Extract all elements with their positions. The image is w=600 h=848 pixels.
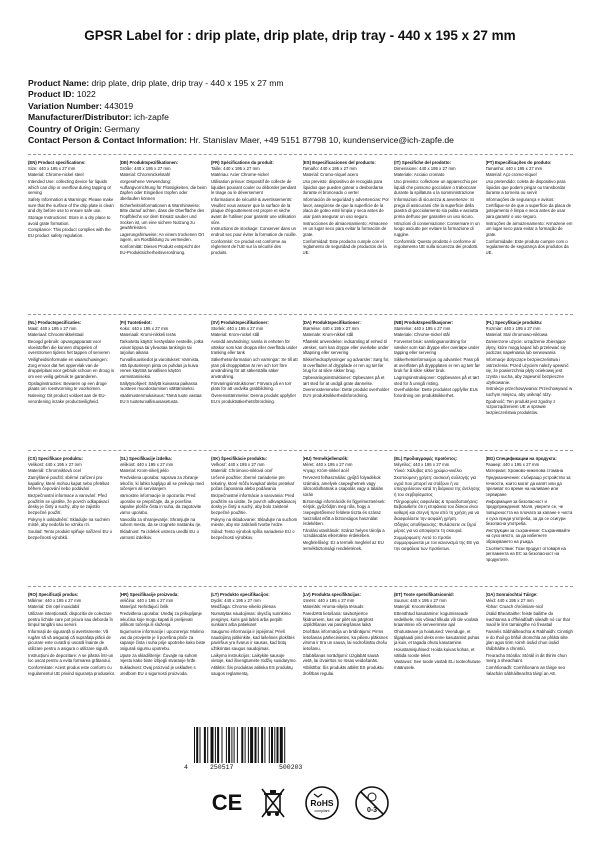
barcode-bar [271, 727, 273, 763]
svg-text:RoHS: RoHS [310, 798, 334, 808]
spec-line: Informazioni di sicurezza & avvertenze: Si prega di assicurarsi che la superficie della piastra di gocciolamento sia pulita e asciutta prima dell'uso per garantire un uso sicuro. [394, 197, 479, 219]
meta-value: drip plate, drip plate, drip tray - 440 x 195 x 27 mm [91, 78, 284, 88]
barcode-bar [264, 727, 265, 763]
barcode-bar [204, 727, 206, 763]
spec-line: Ohutusteave ja hoiatused: Veenduge, et tilgaplaadi pind oleks enne kasutamist puhas ja kuiv, et tagada ohutu kasutamine. [394, 629, 480, 646]
spec-line: Varnostne informacije in opozorila: Pred uporabo se prepričajte, da je površina kapalne plošče čista in suha, da zagotovite varno uporabo. [119, 493, 202, 515]
spec-line: Размер: 440 x 195 x 27 mm [485, 461, 540, 467]
meta-row [28, 124, 583, 135]
spec-line: Izmērs: 440 x 195 x 27 mm [302, 597, 355, 603]
spec-row-3 [28, 456, 573, 581]
spec-line: Opbevaringsinstruktioner: Opbevares på et tørt sted for at undgå grate dannelse. [302, 375, 385, 386]
spec-line: Glabāšanas norādījumi: Uzglabāt sausā vietā, lai izvairītos no rūsas veidošanās. [302, 652, 379, 664]
barcode-bars [194, 727, 334, 763]
spec-line: Forventet bruk: samlingsanordning for væsker som kan dryppe eller overløpe under tapping eller servering [394, 339, 480, 356]
svg-text:0-3: 0-3 [366, 807, 378, 814]
spec-line: Информация за безопасност и предупреждения: Моля, уверете се, че повърхността на плочата за капане е чиста и суха преди употреба, за да се осигури безопасна употреба. [485, 498, 573, 527]
spec-block [486, 592, 574, 718]
spec-block [120, 160, 208, 310]
spec-line: Vastavus: See toode vastab ELi tooteohutuse määrusele. [394, 659, 481, 671]
spec-heading: (EN) Product specifications: [28, 160, 86, 165]
spec-line: Conformidad: Este producto cumple con el reglamento de seguridad de productos de la UE. [302, 238, 387, 255]
barcode-bar [274, 727, 275, 763]
spec-line: Overensstemmelse: Dette produkt overholder EU's produktsikkerhedsforordning. [302, 387, 390, 399]
meta-value: ich-zapfe [134, 112, 169, 123]
spec-line: Förvaringsinstruktioner: Förvara på en torr plats för att undvika grabbildning. [211, 380, 292, 392]
divider [28, 450, 573, 451]
spec-line: Istruzioni di conservazione: Conservare in un luogo asciutto per evitare la formazione di ruggine. [394, 220, 480, 237]
spec-heading: (HR) Specifikacije proizvoda: [119, 592, 179, 597]
barcode-bar [280, 727, 283, 763]
barcode-bar [196, 727, 198, 763]
meta-key: Variation Number: [28, 100, 103, 111]
spec-heading: (FR) Spécifications du produit: [211, 160, 274, 165]
spec-row-4 [28, 592, 573, 718]
meta-value: 1022 [76, 89, 96, 100]
spec-line: Materjal: Kroomnikkelteras [394, 604, 445, 610]
spec-heading: (LT) Produkto specifikacijos: [211, 592, 270, 597]
spec-line: Material: Chrome-nickel steel [28, 172, 84, 178]
spec-heading: (EL) Προδιαγραφές προϊόντος: [394, 456, 458, 461]
spec-line: Rozmiar: 440 x 195 x 27 mm [485, 325, 541, 331]
barcode-bar [269, 727, 270, 763]
svg-text:compliant: compliant [314, 809, 330, 813]
divider [28, 154, 573, 155]
spec-line: Materiaali: Kromi-nikkeli teräs [119, 332, 176, 338]
spec-block [394, 160, 482, 310]
spec-line: Taille: 440 x 195 x 27 mm [211, 165, 260, 171]
spec-line: Υλικό: Χάλυβας από χρώμιο-νικέλιο [394, 468, 462, 474]
spec-heading: (SV) Produktspecifikationer: [211, 320, 269, 325]
spec-line: Instructions de stockage: Conserver dans un endroit sec pour éviter la formation de rouille. [211, 226, 297, 237]
spec-heading: (HU) Termékjellemzők: [302, 456, 349, 461]
spec-line: Koko: 440 x 195 x 27 mm [119, 325, 169, 331]
spec-line: Maat: 440 x 195 x 27 mm [28, 325, 77, 331]
spec-line: Material: Cromo-níquel acero [302, 172, 359, 178]
spec-heading: (ET) Toote spetsifikatsioonid: [394, 592, 455, 597]
meta-key: Manufacturer/Distributor: [28, 112, 132, 123]
spec-block [28, 592, 116, 718]
spec-block [28, 160, 116, 310]
spec-heading: (SL) Specifikacije izdelka: [119, 456, 173, 461]
spec-line: Предназначение: събиращо устройство за течности, които могат да капят или да преливат по време на наливане или сервиране [485, 475, 571, 497]
spec-block [28, 456, 116, 581]
divider [28, 314, 573, 315]
spec-block [303, 456, 391, 581]
spec-line: Størrelse: 440 x 195 x 27 mm [394, 325, 451, 331]
spec-line: Sigurnosne informacije i upozorenja: Molimo vas da provjerite je li površina ploče za kapanje čista i suha prije upotrebe kako biste osigurali sigurnu upotrebu. [119, 629, 206, 651]
barcode-digits-right: 500203 [279, 764, 303, 771]
spec-block [120, 320, 208, 445]
spec-line: Material: Chromnickelstahl [119, 172, 171, 178]
spec-line: Tamanho: 440 x 195 x 27 mm [485, 165, 543, 171]
spec-line: Μέγεθος: 440 x 195 x 27 mm [394, 461, 450, 467]
spec-line: Conformité: Ce produit est conforme au règlement de l'UE sur la sécurité des produits. [211, 238, 287, 255]
barcode-bar [234, 727, 235, 763]
spec-heading: (RO) Specificații produs: [28, 592, 79, 597]
spec-line: Méret: 440 x 195 x 27 mm [302, 461, 353, 467]
barcode-bar [237, 727, 238, 763]
weee-bin-icon [258, 785, 288, 821]
spec-line: Beoogd gebruik: opvangapparaat voor vloeistoffen die kunnen druppelen of overstromen tijdens het tappen of serveren [28, 339, 110, 356]
spec-line: Predviđena uporaba: Uređaj za prikupljanje tekućina koje mogu kapati ili prelijevati prilikom točenja ili služenja [119, 611, 202, 628]
meta-key: Product ID: [28, 89, 75, 100]
spec-heading: (LV) Produkta specifikācijas: [302, 592, 361, 597]
spec-line: Turvallisuustiedot ja varoitukset: Varmista, että tiputuslevyn pinta on puhdas ja kuiva ennen käyttöä turvallisen käytön varmistamiseksi. [119, 357, 200, 379]
spec-line: Biztonsági információk és figyelmeztetések: Kérjük, győződjön meg róla, hogy a csepegtetőlemez felülete tiszta és száraz használat előtt a biztonságos használat érdekében. [302, 498, 386, 527]
spec-line: Materiāls: Hroma-niķeļa tērauds [302, 604, 364, 610]
spec-line: Utilisation prévue: Dispositif de collecte de liquides pouvant couler ou déborder pendant le tirage ou le déversement [211, 179, 297, 196]
spec-line: Storage Instructions: Store in a dry place to avoid grate formation. [28, 215, 111, 226]
spec-line: Materiał: Stal chromowo-niklowa [485, 332, 548, 338]
spec-line: Materiale: Krom-nikkel stål [302, 332, 354, 338]
spec-line: Utilizare intenționată: dispozitiv de colectare pentru lichide care pot picura sau deborda în timpul tangării sau servirii [28, 611, 114, 628]
spec-line: Opslaginstructies: Bewaren op een droge plaats om roestvorming te voorkomen. [28, 380, 107, 392]
barcode-bar [258, 727, 259, 763]
spec-heading: (GA) Sonraíochtaí Táirge: [485, 592, 538, 597]
spec-line: Materiaal: Chroomnikkelstaal [28, 332, 84, 338]
barcode-bar [215, 727, 216, 763]
spec-block [303, 160, 391, 310]
barcode-bar [211, 727, 214, 763]
spec-block [486, 456, 574, 581]
meta-key: Country of Origin: [28, 123, 102, 134]
spec-line: Zamierzone użycie: urządzenie zbierające płyny, które mogą kapać lub przelewać się podczas napełniania lub serwowania [485, 339, 566, 356]
spec-line: Uso previsto: collezione un apparecchio per liquidi che possono gocciolare o traboccare durante la spillatura o la somministrazione [394, 179, 478, 196]
spec-line: Conformidade: Este produto cumpre com o regulamento de segurança dos produtos da UE. [485, 238, 569, 255]
spec-block [211, 160, 299, 310]
spec-line: Storlek: 440 x 195 x 27 mm [211, 325, 264, 331]
spec-line: Skladnost: Ta izdelek ustreza uredbi EU o varnosti izdelkov. [119, 529, 199, 540]
spec-line: Materijal: Nehrđajući čelik [119, 604, 169, 610]
spec-line: Lagringsinstruksjoner: Oppbevares på et tørt sted for å unngå risting. [394, 375, 480, 386]
spec-line: Informații de siguranță și avertismente: Vă rugăm să vă asigurați că suprafața plăcii de picurare este curată și uscată înainte de utilizare pentru a asigura o utilizare sigură. [28, 629, 111, 651]
spec-line: Veiligheidsinformatie en waarschuwingen: Zorg ervoor dat het oppervlak van de druppelplaat voor gebruik schoon en droog is om een veilig gebruik te garanderen. [28, 357, 114, 379]
spec-heading: (FI) Tuotetiedot: [119, 320, 152, 325]
spec-line: Säilytysohjeet: Säilytä kuivassa paikassa ruosteen muodostumisen välttämiseksi. [119, 380, 198, 392]
spec-line: Bezpečnostní informace a varování: Před použitím se ujistěte, že povrch odkapávací desky je čistý a suchý, aby se zajistilo bezpečné použití. [28, 493, 109, 515]
spec-line: Paredzētā lietošana: savācējierīce šķidrumiem, kas var pilēt vai pārplūst uzpildīšanas vai pasniegšanas laikā [302, 611, 373, 628]
spec-line: Sicherheitsinformationen & Warnhinweise: Bitte darauf achten, dass die Oberfläche des Tropfblechs vor dem Einsatz sauber und trocken ist, um eine sichere Nutzung zu gewährleisten. [119, 202, 205, 231]
spec-line: Material: Krom-nikelj jeklo [119, 468, 169, 474]
divider [28, 586, 573, 587]
spec-line: Intended Use: collecting device for liquids which can drip or overflow during tapping or serving [28, 179, 112, 196]
spec-line: Predvidena uporaba: naprava za zbiranje tekočin, ki lahko kapljajo ali se prelivajo med točenjem ali serviranjem [119, 475, 204, 492]
spec-line: Sukladnost: Ovaj proizvod je usklađen s uredbom EU o sigurnosti proizvoda. [119, 665, 196, 676]
spec-line: Materiál: Chromniklová ocel [28, 468, 82, 474]
spec-block [120, 456, 208, 581]
spec-line: Conformità: Questo prodotto è conforme al regolamento UE sulla sicurezza dei prodotti. [394, 238, 479, 250]
spec-line: Velikost: 440 x 195 x 27 mm [28, 461, 82, 467]
spec-line: Informações de segurança e avisos: Certifique-se de que a superfície da placa de gotejamento é limpa e seca antes de usar para garantir o uso seguro. [485, 197, 572, 219]
spec-line: Overholdelse: Dette produktet oppfyller EUs forordning om produktsikkerhet. [394, 387, 478, 399]
barcode-bar [255, 727, 257, 763]
spec-line: Informations de sécurité & avertissements: Veuillez vous assurer que la surface de la plaque d'égouttement est propre et sèche avant de l'utiliser pour garantir une utilisation sûre. [211, 197, 296, 225]
spec-line: Matériau: Acier Chrome-nickel [211, 172, 269, 178]
spec-heading: (SK) Špecifikácie produktu: [211, 456, 268, 461]
spec-line: Съответствие: Този продукт отговаря на регламента на ЕС за безопасност на продуктите. [485, 545, 566, 563]
spec-line: Atitiktis: Šis produktas atitinka ES produktų saugos reglamentą. [211, 665, 293, 676]
spec-block [303, 592, 391, 718]
meta-row [28, 78, 583, 89]
spec-line: Bezpečnostné informácie a varovania: Pred použitím sa uistite, že povrch odkvapkávacej dosky je čistý a suchý, aby bolo zaistené bezpečné použitie. [211, 493, 297, 515]
spec-heading: (NB) Produktspesifikasjoner: [394, 320, 454, 325]
barcode-bar [217, 727, 219, 763]
spec-row-1 [28, 160, 573, 310]
meta-row [28, 89, 583, 100]
meta-value: 443019 [104, 100, 134, 111]
barcode-digits-left: 250517 [210, 764, 234, 771]
spec-line: Zgodność: Ten produkt jest zgodny z rozporządzeniem UE w sprawie bezpieczeństwa produktów. [485, 398, 556, 415]
spec-line: Drošības informācija un brīdinājumi: Pirms lietošanas pārliecinieties, ka pilienu plāksnes virsma ir tīra un sausa, lai nodrošinātu drošu lietošanu. [302, 629, 388, 651]
spec-line: Συμμόρφωση: Αυτό το προϊόν συμμορφώνεται με τον κανονισμό της ΕΕ για την ασφάλεια των προϊόντων. [394, 534, 480, 551]
spec-line: Uso previsto: dispositivo de recogida para líquidos que pueden gotear o desbordarse durante el bronceado o verter [302, 179, 384, 196]
spec-line: Upute za skladištenje: Čuvajte na suhom mjestu kako biste izbjegli stvaranje hrđe. [119, 652, 198, 664]
barcode-bar [241, 727, 243, 763]
spec-heading: (PL) Specyfikacje produktu: [485, 320, 543, 325]
spec-line: Instrucciones de almacenamiento: Almacene en un lugar seco para evitar la formación de grate. [302, 220, 388, 237]
spec-line: Compliance: This product complies with the EU product safety regulation. [28, 227, 111, 239]
spec-line: Megfelelőség: Ez a termék megfelel az EU termékbiztonsági rendeletének. [302, 540, 384, 551]
spec-line: Méid: 440 x 195 x 27 mm [485, 597, 534, 603]
spec-line: Material: Aço cromo-níquel [485, 172, 537, 178]
svg-text:CE: CE [211, 790, 243, 815]
meta-key: Contact Person & Contact Information: [28, 135, 187, 146]
barcode-bar [284, 727, 285, 763]
spec-line: Konformität: Dieses Produkt entspricht der EU-Produktsicherheitsverordnung. [119, 244, 201, 255]
spec-block [28, 320, 116, 445]
ce-mark-icon [210, 785, 244, 819]
spec-line: Tárolási utasítások: Száraz helyen tárolja a rozsdásodás elkerülése érdekében. [302, 527, 385, 539]
spec-line: Instruções de armazenamento: Armazene em um lugar seco para evitar a formação de grate. [485, 220, 573, 237]
spec-line: Mărime: 440 x 195 x 27 mm [28, 597, 82, 603]
spec-heading: (CS) Specifikace produktu: [28, 456, 83, 461]
spec-line: Vaatimustenmukaisuus: Tämä tuote vastaa EU:n tuoteturvallisuusasetusta. [119, 393, 202, 404]
product-meta [28, 78, 583, 146]
spec-line: Informacje dotyczące bezpieczeństwa i ostrzeżenia: Przed użyciem należy upewnić się, że powierzchnia płyty ociekowej jest czysta i sucha, aby zapewnić bezpieczne użytkowanie. [485, 357, 569, 385]
spec-line: Ettenähtud kasutamine: kogumisseade vedelikele, mis võivad tilkuda või üle voolata kraanimise või serveerimise ajal [394, 611, 479, 628]
spec-heading: (DA) Produktspecifikationer: [302, 320, 361, 325]
barcode-bar [194, 727, 195, 763]
spec-line: Medžiaga: Chromo-nikelio plienas [211, 604, 276, 610]
spec-block [394, 592, 482, 718]
spec-line: Información de seguridad y advertencias: Por favor, asegúrese de que la superficie de la placa de goteo esté limpia y seca antes de usar para asegurar un uso seguro. [302, 197, 389, 219]
spec-line: Tamaño: 440 x 195 x 27 mm [302, 165, 357, 171]
spec-line: Hoiustamisjuhised: Hoida kuivas kohas, et vältida rooste teket. [394, 647, 475, 658]
spec-line: Faisnéis Sábháilteachta & Rabhaidh: Cinntigh le do thoil go bhfuil dromchla an phláta silte glan agus tirim roimh úsáid chun úsáid shábháilte a chinntiú. [485, 629, 573, 651]
spec-block [394, 320, 482, 445]
spec-line: Pokyny k uskladnění: Skladujte na suchém místě, aby nedošlo ke vzniku rzi. [28, 516, 110, 528]
spec-line: Numatytas naudojimas: skysčių surinkimo įrenginys, kuris gali lašėti arba perpilti sunkiant arba patiekiant [211, 611, 291, 628]
spec-heading: (NL) Productspecificaties: [28, 320, 82, 325]
spec-line: Safety Information & Warnings: Please make sure that the surface of the drip plate is clean and dry before use to ensure safe use. [28, 197, 114, 214]
spec-block [394, 456, 482, 581]
spec-line: Instrukcje przechowywania: Przechowywać w suchym miejscu, aby uniknąć rdzy. [485, 386, 573, 397]
barcode-bar [277, 727, 279, 763]
spec-line: Överensstämmelse: Denna produkt uppfyller EU:s produktsäkerhetsförordning. [211, 393, 297, 404]
spec-block [303, 320, 391, 445]
spec-line: Comhlíonadh: Comhlíonann an táirge seo rialachán sábháilteachta táirgí an AE. [485, 665, 566, 676]
barcode-bar [261, 727, 263, 763]
spec-block [211, 592, 299, 718]
spec-line: Anyag: Króm-nikkel acél [302, 468, 349, 474]
spec-line: Säkerhetsinformation och varningar: Se till att ytan på droppplattan är ren och torr före användning för att säkerställa säker användning. [211, 357, 298, 379]
spec-line: Suurus: 440 x 195 x 27 mm [394, 597, 447, 603]
spec-line: Zamýšlené použití: sběrné zařízení pro kapaliny, které mohou kapat nebo přetékat během čepování nebo podávání [28, 475, 109, 492]
barcode-digit-prefix: 4 [184, 764, 188, 771]
spec-heading: (DE) Produktspezifikationen: [119, 160, 179, 165]
spec-heading: (ES) Especificaciones del producto: [302, 160, 376, 165]
spec-heading: (BG) Спецификации на продукта: [485, 456, 557, 461]
barcode-bar [222, 727, 223, 763]
spec-line: Påtænkt anvendelse: indsamling af enhed til væsker, som kan dryppe eller overløbe under aftapning eller servering [302, 339, 389, 356]
spec-line: Größe: 440 x 195 x 27 mm [119, 165, 171, 171]
spec-line: Οδηγίες αποθήκευσης: Φυλάσσετε σε ξηρό μέρος για να αποφύγετε τη σκουριά. [394, 522, 477, 533]
spec-line: Saugumo informacija ir įspėjimai: Prieš naudojimą įsitikinkite, kad lašelinės plokštės paviršius yra švarus ir sausas, kad būtų užtikrintas saugus naudojimas. [211, 629, 295, 651]
spec-line: Naleving: Dit product voldoet aan de EU-verordening inzake productveiligheid. [28, 393, 106, 404]
spec-row-2 [28, 320, 573, 445]
barcode-bar [231, 727, 232, 763]
spec-line: Σκοπούμενη χρήση: συσκευή συλλογής για υγρά που μπορεί να στάξουν ή να υπερχειλίσουν κατά τη διάρκεια της άντλησης ή του σερβιρίσματος [394, 475, 481, 497]
page-title: GPSR Label for : drip plate, drip plate, drip tray - 440 x 195 x 27 mm [84, 28, 516, 43]
spec-line: Инструкции за съхранение: Съхранявайте на сухо място, за да избегнете образуването на ръжда. [485, 527, 571, 545]
spec-line: Dimensione: 440 x 195 x 27 mm [394, 165, 456, 171]
spec-line: Uso pretendido: coleta de dispositivo para líquidos que podem pingar ou transbordar durante a torneira ou servir [485, 179, 566, 196]
spec-line: Veličina: 440 x 195 x 27 mm [119, 597, 174, 603]
barcode-bar [228, 727, 230, 763]
spec-line: Soulad: Tento produkt splňuje nařízení EU o bezpečnosti výrobků. [28, 529, 113, 540]
spec-block [486, 320, 574, 445]
spec-line: Tarkoitettu käyttö: keräyslaite nesteille, jotka voivat tippua tai ylivuotaa tankingin tai tarjoilun aikana [119, 339, 204, 356]
spec-line: Material: Krom-nickel stål [211, 332, 260, 338]
spec-block [486, 160, 574, 310]
spec-line: Treoracha Stórála: Stóráil in áit thirim chun meirg a sheachaint. [485, 652, 567, 664]
meta-value: Hr. Stanislav Maer, +49 5151 87798 10, kundenservice@ich-zapfe.de [189, 135, 454, 146]
barcode-bar [226, 727, 227, 763]
compliance-icons [210, 785, 400, 825]
spec-line: Laikymo instrukcijos: Laikykite sausoje vietoje, kad išvengtumėte rūdžių susidarymo. [211, 652, 297, 664]
spec-line: Instrucțiuni de depozitare: A se păstra într-un loc uscat pentru a evita formarea grătarului. [28, 652, 114, 664]
meta-row [28, 135, 583, 146]
spec-line: Conformitate: Acest produs este conform cu regulamentul UE privind siguranța produselor. [28, 665, 116, 676]
spec-line: Материал: Хромово-никелова стомана [485, 468, 564, 474]
spec-line: Materiale: Acciaio cromato [394, 172, 445, 178]
barcode-bar [248, 727, 249, 763]
spec-line: Avsedd användning: samla in enheten för vätskor som kan droppa eller överflöda under tranking eller tank [211, 339, 298, 356]
spec-line: Materiale: Chrome-nickel stål [394, 332, 450, 338]
meta-value: Germany [104, 123, 140, 134]
spec-line: Ábhar: Cruach chróimiam-nicil [485, 604, 544, 610]
spec-line: Veľkosť: 440 x 195 x 27 mm [211, 461, 265, 467]
barcode-bar [250, 727, 253, 763]
barcode-bar [200, 727, 201, 763]
spec-line: Úsáid Bheartaithe: feiste bailithe do leachtanna a d'fhéadfadh sileadh nó cur thar maoil le linn tarraingthe nó freastail [485, 611, 571, 628]
meta-key: Product Name: [28, 78, 90, 88]
spec-block [120, 592, 208, 718]
spec-heading: (PT) Especificações do produto: [485, 160, 552, 165]
spec-line: Súlad: Tento výrobok spĺňa nariadenie EÚ o bezpečnosti výrobkov. [211, 529, 295, 540]
barcode [184, 727, 344, 777]
spec-line: Navodila za shranjevanje: Shranjujte na suhem mestu, da se izognete nastanku rje. [119, 516, 202, 528]
spec-line: Size: 440 x 195 x 27 mm [28, 165, 76, 171]
spec-line: Lagerungshinweise: An einem trockenen Ort lagern, um Rostbildung zu vermeiden. [119, 231, 205, 243]
spec-line: Velikost: 440 x 195 x 27 mm [119, 461, 174, 467]
spec-line: Πληροφορίες ασφαλείας & προειδοποιήσεις: Βεβαιωθείτε ότι η επιφάνεια του δίσκου είναι καθαρή και στεγνή πριν από τη χρήση για να διασφαλίσετε την ασφαλή χρήση. [394, 498, 480, 521]
rohs-badge-icon [304, 785, 340, 821]
spec-line: Sikkerhedsoplysninger og advarsler: Sørg for, at overfladen af drypplade er ren og tør før brug for at sikre sikker brug. [302, 357, 390, 374]
spec-line: Atbilstība: Šis produkts atbilst ES produktu drošības regulai. [302, 665, 384, 676]
spec-line: Dydis: 440 x 195 x 27 mm [211, 597, 261, 603]
age-warning-0-3-icon [354, 785, 390, 821]
spec-line: Tervezett felhasználás: gyűjtő folyadékok számára, amelyek csepeghetnek vagy túlcsordulhatnak a csapolás vagy a tálalás során [302, 475, 383, 497]
spec-line: Sikkerhetsinformasjon og advarsler: Pass på at overflaten på dryppplaten er ren og tørr før bruk for å sikre sikker bruk. [394, 357, 480, 374]
spec-line: Určené použitie: zberné zariadenie pre tekutiny, ktoré môžu kvapkať alebo pretekať počas čapovania alebo podávania [211, 475, 295, 492]
barcode-bar [207, 727, 208, 763]
spec-line: Vorgesehene Verwendung: Auffangvorrichtung für Flüssigkeiten, die beim Zapfen oder Eingießen tropfen oder überlaufen können [119, 179, 207, 201]
spec-line: Material: Din oțel inoxidabil [28, 604, 80, 610]
spec-line: Materiál: Chrómovo-niklová oceľ [211, 468, 273, 474]
spec-line: Pokyny na skladovanie: Skladujte na suchom mieste, aby ste zabránili tvorbe hrdze. [211, 516, 298, 528]
spec-block [211, 320, 299, 445]
meta-row [28, 112, 583, 123]
spec-line: Størrelse: 440 x 195 x 27 mm [302, 325, 359, 331]
spec-block [211, 456, 299, 581]
spec-heading: (IT) Specifiche del prodotto: [394, 160, 452, 165]
meta-row [28, 101, 583, 112]
barcode-bar [245, 727, 246, 763]
